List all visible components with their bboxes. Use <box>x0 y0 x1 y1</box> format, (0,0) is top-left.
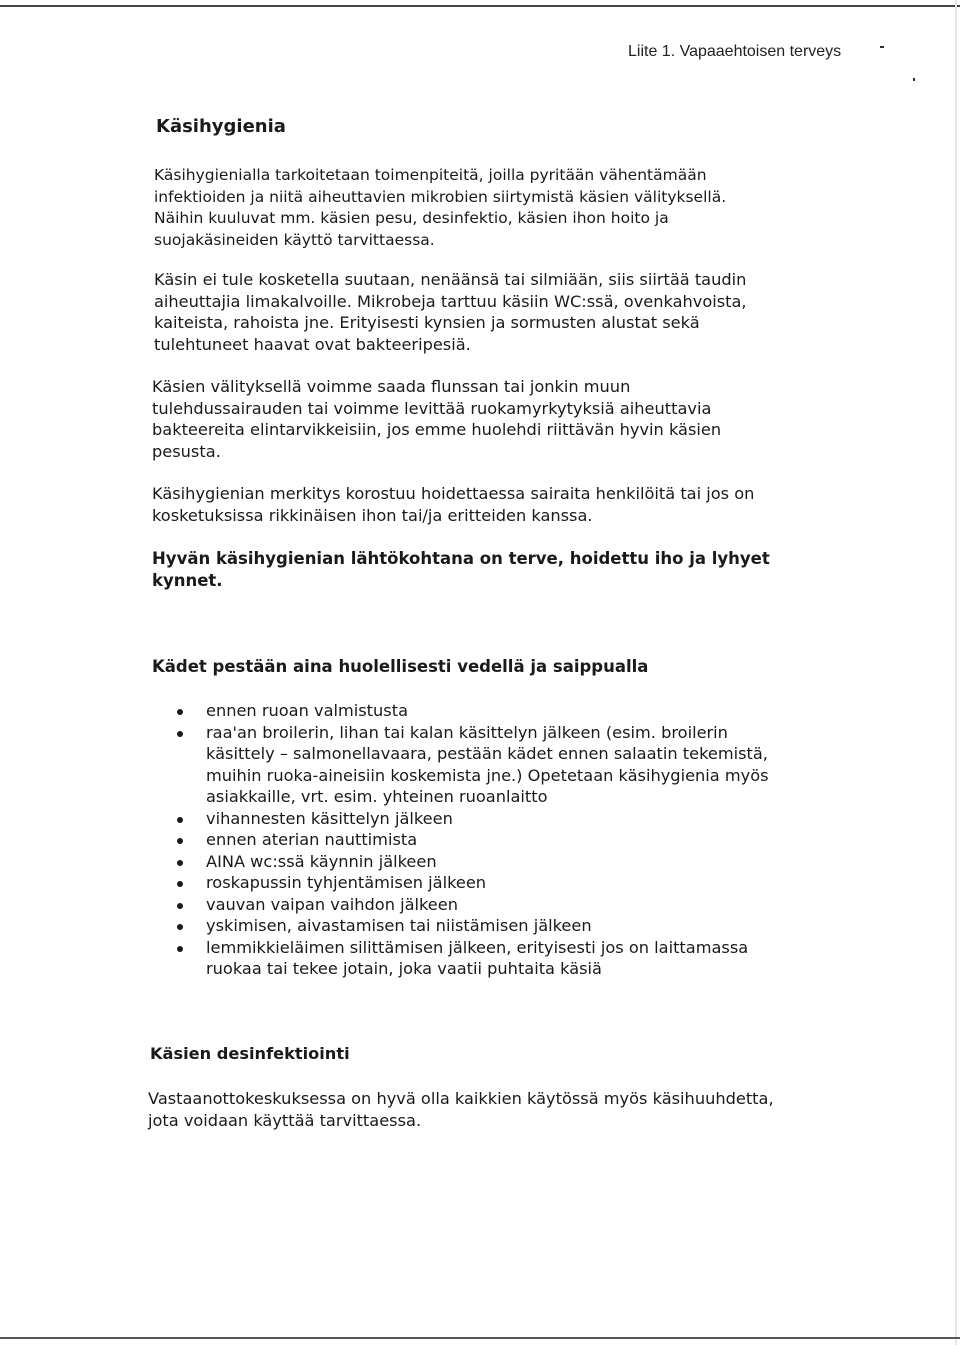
intro-paragraph <box>154 165 726 251</box>
scan-border-top <box>0 5 960 7</box>
transmission-paragraph <box>152 376 721 462</box>
paragraph-line: pesusta. <box>152 441 221 461</box>
paragraph-line: bakteereita elintarvikkeisiin, jos emme huolehdi riittävän hyvin käsien <box>152 420 722 439</box>
list-item-line: roskapussin tyhjentämisen jälkeen <box>206 873 487 892</box>
importance-paragraph <box>152 483 754 526</box>
list-item-line: vihannesten käsittelyn jälkeen <box>206 808 453 828</box>
list-item-line: ruokaa tai tekee jotain, joka vaatii puhtaita käsiä <box>206 959 602 978</box>
bullet-icon <box>177 709 183 715</box>
list-item <box>175 894 769 916</box>
list-item <box>175 937 769 980</box>
paragraph-line: suojakäsineiden käyttö tarvittaessa. <box>154 230 435 249</box>
paragraph-line: infektioiden ja niitä aiheuttavien mikrobien siirtymistä käsien välityksellä. <box>154 187 727 206</box>
paragraph-line: kaiteista, rahoista jne. Erityisesti kynsien ja sormusten alustat sekä <box>154 313 700 332</box>
scan-border-bottom <box>0 1337 960 1339</box>
paragraph-line: tulehdussairauden tai voimme levittää ruokamyrkytyksiä aiheuttavia <box>152 398 712 418</box>
page-header: Liite 1. Vapaaehtoisen terveys <box>628 43 842 60</box>
wash-list <box>175 700 769 980</box>
bullet-icon <box>177 924 183 930</box>
wash-heading: Kädet pestään aina huolellisesti vedellä ja saippualla <box>152 657 649 676</box>
list-item <box>175 722 769 808</box>
list-item-line: lemmikkieläimen silittämisen jälkeen, erityisesti jos on laittamassa <box>206 937 749 957</box>
paragraph-line: jota voidaan käyttää tarvittaessa. <box>148 1110 422 1130</box>
paragraph-line: kynnet. <box>152 570 223 590</box>
list-item-line: ennen aterian nauttimista <box>206 830 418 849</box>
list-item-line: yskimisen, aivastamisen tai niistämisen jälkeen <box>206 916 592 935</box>
mucosa-paragraph <box>154 269 747 355</box>
bullet-icon <box>177 860 183 866</box>
list-item-line: muihin ruoka-aineisiin koskemista jne.) Opetetaan käsihygienia myös <box>206 765 769 785</box>
paragraph-line: Käsihygienian merkitys korostuu hoidettaessa sairaita henkilöitä tai jos on <box>152 484 755 503</box>
list-item-line: asiakkaille, vrt. esim. yhteinen ruoanlaitto <box>206 787 548 806</box>
scan-speck <box>880 46 884 48</box>
paragraph-line: Käsihygienialla tarkoitetaan toimenpiteitä, joilla pyritään vähentämään <box>154 166 707 184</box>
list-item <box>175 915 769 937</box>
bullet-icon <box>177 946 183 952</box>
paragraph-line: Hyvän käsihygienian lähtökohtana on terve, hoidettu iho ja lyhyet <box>152 549 770 568</box>
list-item <box>175 829 769 851</box>
list-item-line: vauvan vaipan vaihdon jälkeen <box>206 894 458 914</box>
scan-speck <box>913 78 915 81</box>
list-item-line: käsittely – salmonellavaara, pestään kädet ennen salaatin tekemistä, <box>206 744 768 763</box>
bullet-icon <box>177 881 183 887</box>
paragraph-line: Käsien välityksellä voimme saada flunssan tai jonkin muun <box>152 377 631 396</box>
bullet-icon <box>177 817 183 823</box>
bullet-icon <box>177 903 183 909</box>
list-item-line: ennen ruoan valmistusta <box>206 701 408 720</box>
list-item-line: raa'an broilerin, lihan tai kalan käsittelyn jälkeen (esim. broilerin <box>206 722 728 742</box>
disinfection-paragraph <box>148 1088 774 1131</box>
list-item-line: AINA wc:ssä käynnin jälkeen <box>206 851 437 871</box>
bullet-icon <box>177 731 183 737</box>
page-title: Käsihygienia <box>156 116 286 137</box>
list-item <box>175 872 769 894</box>
paragraph-line: kosketuksissa rikkinäisen ihon tai/ja eritteiden kanssa. <box>152 505 593 525</box>
paragraph-line: Näihin kuuluvat mm. käsien pesu, desinfektio, käsien ihon hoito ja <box>154 209 669 227</box>
paragraph-line: Käsin ei tule kosketella suutaan, nenäänsä tai silmiään, siis siirtää taudin <box>154 270 747 289</box>
disinfection-heading: Käsien desinfektiointi <box>150 1044 350 1063</box>
scan-border-right <box>955 0 957 1345</box>
bullet-icon <box>177 838 183 844</box>
key-statement <box>152 548 770 591</box>
paragraph-line: Vastaanottokeskuksessa on hyvä olla kaikkien käytössä myös käsihuuhdetta, <box>148 1089 774 1108</box>
paragraph-line: aiheuttajia limakalvoille. Mikrobeja tarttuu käsiin WC:ssä, ovenkahvoista, <box>154 291 747 311</box>
paragraph-line: tulehtuneet haavat ovat bakteeripesiä. <box>154 334 471 354</box>
list-item <box>175 700 769 722</box>
list-item <box>175 851 769 873</box>
list-item <box>175 808 769 830</box>
